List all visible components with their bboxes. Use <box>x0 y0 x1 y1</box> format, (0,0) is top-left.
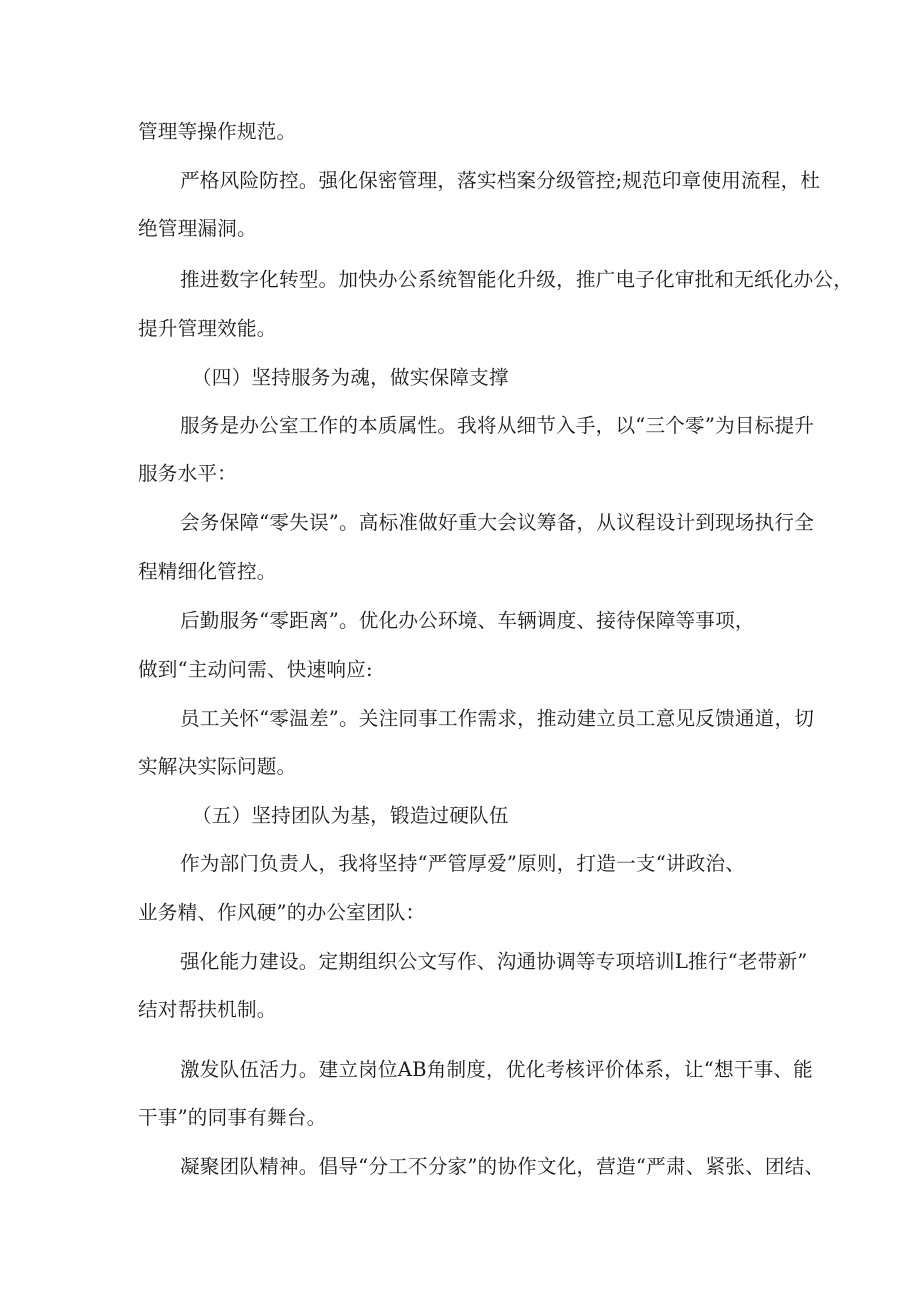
paragraph-line: 提升管理效能。 <box>138 317 277 340</box>
paragraph-line: 干事”的同事有舞台。 <box>138 1106 327 1129</box>
paragraph-line: 员工关怀“零温差”。关注同事工作需求，推动建立员工意见反馈通道，切 <box>180 707 815 730</box>
paragraph-line: 实解决实际问题。 <box>138 755 297 778</box>
paragraph-line: 做到“主动问需、快速响应: <box>138 658 373 681</box>
paragraph-line: 作为部门负责人，我将坚持“严管厚爱”原则，打造一支“讲政治、 <box>180 852 746 875</box>
paragraph-line: 激发队伍活力。建立岗位AB角制度，优化考核评价体系，让“想干事、能 <box>180 1058 813 1081</box>
paragraph-line: 后勤服务“零距离”。优化办公环境、车辆调度、接待保障等事项， <box>180 609 755 632</box>
paragraph-line: 业务精、作风硬”的办公室团队： <box>138 901 426 924</box>
paragraph-line: 管理等操作规范。 <box>138 120 297 143</box>
section-heading: （四）坚持服务为魂，做实保障支撑 <box>192 366 509 389</box>
section-heading: （五）坚持团队为基，锻造过硬队伍 <box>192 804 509 827</box>
paragraph-line: 服务水平： <box>138 462 237 485</box>
paragraph-line: 会务保障“零失误”。高标准做好重大会议筹备，从议程设计到现场执行全 <box>180 511 815 534</box>
paragraph-line: 绝管理漏洞。 <box>138 217 257 240</box>
paragraph-line: 强化能力建设。定期组织公文写作、沟通协调等专项培训L推行“老带新” <box>180 950 808 973</box>
paragraph-line: 凝聚团队精神。倡导“分工不分家”的协作文化，营造“严肃、紧张、团结、 <box>180 1155 825 1178</box>
paragraph-line: 程精细化管控。 <box>138 560 277 583</box>
paragraph-line: 服务是办公室工作的本质属性。我将从细节入手，以“三个零”为目标提升 <box>180 414 815 437</box>
paragraph-line: 严格风险防控。强化保密管理，落实档案分级管控;规范印章使用流程，杜 <box>180 169 821 192</box>
paragraph-line: 推进数字化转型。加快办公系统智能化升级，推广电子化审批和无纸化办公， <box>180 268 853 291</box>
paragraph-line: 结对帮扶机制。 <box>138 998 277 1021</box>
